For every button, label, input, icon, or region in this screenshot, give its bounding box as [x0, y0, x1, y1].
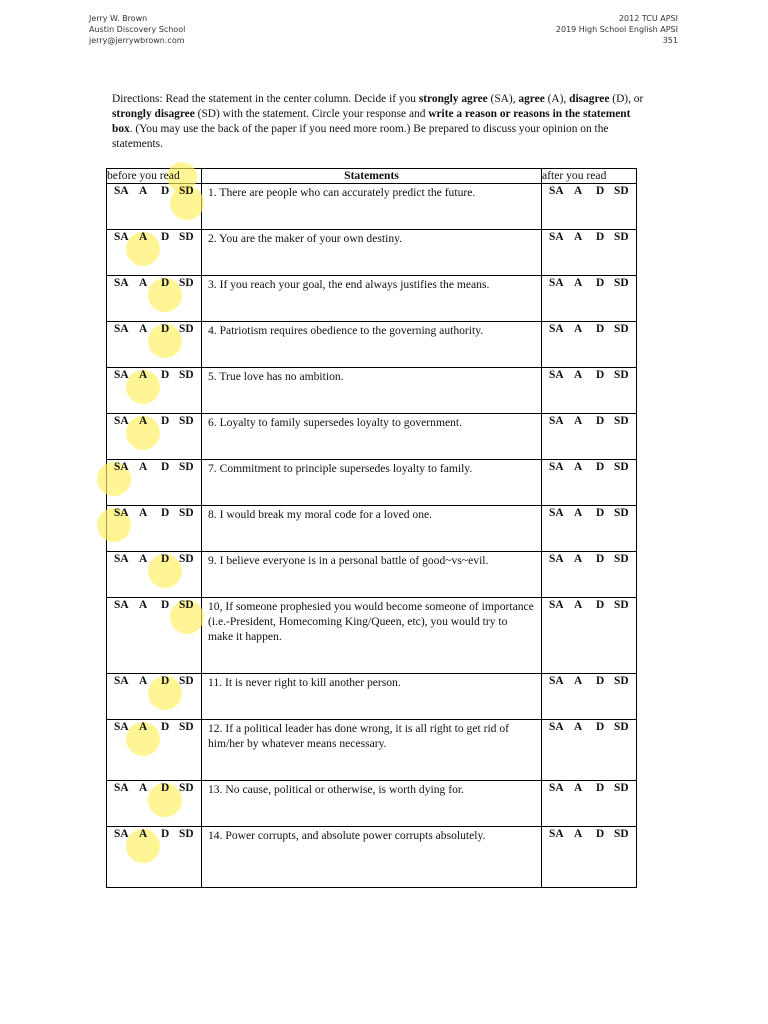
before-response-cell[interactable]: [107, 460, 202, 506]
before-response-cell[interactable]: [107, 720, 202, 781]
option-sa[interactable]: SA: [549, 507, 564, 519]
table-row: [107, 781, 637, 827]
before-response-cell[interactable]: [107, 184, 202, 230]
option-sd[interactable]: SD: [614, 231, 629, 243]
option-a[interactable]: A: [139, 721, 148, 733]
option-sa[interactable]: SA: [114, 675, 129, 687]
statement-cell[interactable]: [202, 598, 542, 674]
table-row: [107, 720, 637, 781]
after-response-cell[interactable]: [542, 720, 637, 781]
option-a[interactable]: A: [574, 675, 583, 687]
option-d[interactable]: D: [596, 461, 605, 473]
statement-text: 1. There are people who can accurately predict the future.: [208, 186, 476, 199]
option-d[interactable]: D: [596, 507, 605, 519]
after-response-cell[interactable]: [542, 827, 637, 888]
option-d[interactable]: D: [596, 828, 605, 840]
statement-cell[interactable]: [202, 184, 542, 230]
after-response-cell[interactable]: [542, 322, 637, 368]
statement-text: 12. If a political leader has done wrong, it is all right to get rid of him/her by whatever means necessary.: [208, 722, 510, 750]
option-d[interactable]: D: [596, 369, 605, 381]
option-d[interactable]: D: [596, 599, 605, 611]
table-header-row: [107, 169, 637, 184]
option-d[interactable]: D: [161, 461, 170, 473]
table-row: [107, 368, 637, 414]
option-sa[interactable]: SA: [114, 461, 129, 473]
before-response-cell[interactable]: [107, 674, 202, 720]
before-response-cell[interactable]: [107, 276, 202, 322]
option-sd[interactable]: SD: [614, 599, 629, 611]
option-sd[interactable]: SD: [614, 461, 629, 473]
statement-cell[interactable]: [202, 781, 542, 827]
option-sa[interactable]: SA: [114, 721, 129, 733]
option-sd[interactable]: SD: [614, 185, 629, 197]
option-d[interactable]: D: [596, 277, 605, 289]
author-name: Jerry W. Brown: [89, 14, 148, 23]
option-d[interactable]: D: [161, 277, 170, 289]
after-you-read-header: after you read: [542, 169, 637, 184]
statement-cell[interactable]: [202, 506, 542, 552]
option-a[interactable]: A: [139, 782, 148, 794]
option-a[interactable]: A: [139, 185, 148, 197]
option-sd[interactable]: SD: [179, 369, 194, 381]
option-sa[interactable]: SA: [549, 231, 564, 243]
statement-text: 2. You are the maker of your own destiny.: [208, 232, 403, 245]
statement-text: 5. True love has no ambition.: [208, 370, 344, 383]
statement-cell[interactable]: [202, 720, 542, 781]
option-d[interactable]: D: [161, 185, 170, 197]
option-a[interactable]: A: [574, 828, 583, 840]
option-sd[interactable]: SD: [179, 782, 194, 794]
option-a[interactable]: A: [139, 323, 148, 335]
statement-text: 4. Patriotism requires obedience to the governing authority.: [208, 324, 484, 337]
option-sd[interactable]: SD: [179, 461, 194, 473]
option-sa[interactable]: SA: [549, 415, 564, 427]
option-sa[interactable]: SA: [549, 599, 564, 611]
table-row: [107, 322, 637, 368]
option-sd[interactable]: SD: [614, 782, 629, 794]
option-a[interactable]: A: [574, 553, 583, 565]
after-response-cell[interactable]: [542, 184, 637, 230]
statement-cell[interactable]: [202, 414, 542, 460]
option-d[interactable]: D: [596, 675, 605, 687]
option-sa[interactable]: SA: [114, 231, 129, 243]
option-sa[interactable]: SA: [114, 553, 129, 565]
anticipation-guide-table: [106, 168, 637, 888]
statement-text: 3. If you reach your goal, the end always justifies the means.: [208, 278, 490, 291]
before-response-cell[interactable]: [107, 827, 202, 888]
table-row: [107, 230, 637, 276]
after-response-cell[interactable]: [542, 230, 637, 276]
before-response-cell[interactable]: [107, 414, 202, 460]
option-d[interactable]: D: [596, 415, 605, 427]
option-sd[interactable]: SD: [179, 721, 194, 733]
statement-cell[interactable]: [202, 230, 542, 276]
before-response-cell[interactable]: [107, 781, 202, 827]
table-row: [107, 827, 637, 888]
after-response-cell[interactable]: [542, 368, 637, 414]
option-a[interactable]: A: [574, 323, 583, 335]
option-sd[interactable]: SD: [614, 323, 629, 335]
option-a[interactable]: A: [139, 828, 148, 840]
statement-cell[interactable]: [202, 368, 542, 414]
statement-cell[interactable]: [202, 460, 542, 506]
statement-cell[interactable]: [202, 674, 542, 720]
option-d[interactable]: D: [161, 369, 170, 381]
option-sa[interactable]: SA: [549, 369, 564, 381]
before-response-cell[interactable]: [107, 506, 202, 552]
option-sd[interactable]: SD: [614, 675, 629, 687]
option-sa[interactable]: SA: [549, 185, 564, 197]
statement-cell[interactable]: [202, 552, 542, 598]
option-sd[interactable]: SD: [179, 185, 194, 197]
statement-cell[interactable]: [202, 276, 542, 322]
option-a[interactable]: A: [139, 231, 148, 243]
statement-text: 13. No cause, political or otherwise, is worth dying for.: [208, 783, 464, 796]
table-row: [107, 674, 637, 720]
option-d[interactable]: D: [596, 231, 605, 243]
option-d[interactable]: D: [596, 323, 605, 335]
table-row: [107, 460, 637, 506]
event-name: 2012 TCU APSI: [618, 14, 678, 23]
option-d[interactable]: D: [596, 782, 605, 794]
option-a[interactable]: A: [574, 277, 583, 289]
table-row: [107, 276, 637, 322]
event-subtitle: 2019 High School English APSI: [555, 25, 678, 34]
option-a[interactable]: A: [574, 782, 583, 794]
option-sa[interactable]: SA: [114, 828, 129, 840]
option-sd[interactable]: SD: [614, 507, 629, 519]
after-response-cell[interactable]: [542, 674, 637, 720]
after-response-cell[interactable]: [542, 276, 637, 322]
statement-text: 8. I would break my moral code for a loved one.: [208, 508, 433, 521]
option-sd[interactable]: SD: [179, 828, 194, 840]
option-a[interactable]: A: [139, 461, 148, 473]
before-you-read-header: before you read: [107, 169, 202, 184]
option-sd[interactable]: SD: [614, 415, 629, 427]
before-response-cell[interactable]: [107, 552, 202, 598]
option-a[interactable]: A: [139, 277, 148, 289]
option-d[interactable]: D: [161, 675, 170, 687]
option-sa[interactable]: SA: [114, 507, 129, 519]
option-a[interactable]: A: [139, 599, 148, 611]
option-a[interactable]: A: [574, 507, 583, 519]
option-a[interactable]: A: [139, 507, 148, 519]
option-sd[interactable]: SD: [614, 828, 629, 840]
statement-cell[interactable]: [202, 827, 542, 888]
option-a[interactable]: A: [139, 415, 148, 427]
option-d[interactable]: D: [596, 553, 605, 565]
header-right: [556, 13, 678, 46]
header-left: [89, 13, 185, 46]
option-a[interactable]: A: [574, 721, 583, 733]
option-sd[interactable]: SD: [179, 277, 194, 289]
statement-cell[interactable]: [202, 322, 542, 368]
option-a[interactable]: A: [574, 369, 583, 381]
option-d[interactable]: D: [596, 721, 605, 733]
option-sa[interactable]: SA: [114, 185, 129, 197]
table-row: [107, 184, 637, 230]
option-a[interactable]: A: [574, 415, 583, 427]
option-d[interactable]: D: [161, 553, 170, 565]
option-sa[interactable]: SA: [114, 415, 129, 427]
option-d[interactable]: D: [161, 323, 170, 335]
option-d[interactable]: D: [161, 507, 170, 519]
after-response-cell[interactable]: [542, 460, 637, 506]
option-sd[interactable]: SD: [179, 231, 194, 243]
school-name: Austin Discovery School: [89, 25, 186, 34]
option-sd[interactable]: SD: [614, 553, 629, 565]
author-email: jerry@jerrywbrown.com: [89, 36, 185, 45]
option-sa[interactable]: SA: [549, 721, 564, 733]
option-a[interactable]: A: [139, 553, 148, 565]
after-response-cell[interactable]: [542, 506, 637, 552]
after-response-cell[interactable]: [542, 598, 637, 674]
option-sa[interactable]: SA: [114, 369, 129, 381]
option-sd[interactable]: SD: [179, 323, 194, 335]
table-row: [107, 506, 637, 552]
option-sd[interactable]: SD: [179, 553, 194, 565]
option-sa[interactable]: SA: [549, 277, 564, 289]
option-d[interactable]: D: [161, 828, 170, 840]
option-a[interactable]: A: [574, 185, 583, 197]
before-response-cell[interactable]: [107, 598, 202, 674]
statements-header: Statements: [202, 169, 542, 184]
option-d[interactable]: D: [161, 721, 170, 733]
option-sa[interactable]: SA: [549, 323, 564, 335]
option-sd[interactable]: SD: [179, 599, 194, 611]
before-response-cell[interactable]: [107, 368, 202, 414]
option-d[interactable]: D: [161, 231, 170, 243]
option-a[interactable]: A: [574, 461, 583, 473]
table-row: [107, 552, 637, 598]
before-response-cell[interactable]: [107, 322, 202, 368]
option-a[interactable]: A: [139, 675, 148, 687]
option-d[interactable]: D: [161, 415, 170, 427]
option-d[interactable]: D: [596, 185, 605, 197]
option-sa[interactable]: SA: [114, 782, 129, 794]
option-sa[interactable]: SA: [549, 461, 564, 473]
after-response-cell[interactable]: [542, 781, 637, 827]
option-sd[interactable]: SD: [614, 277, 629, 289]
option-sa[interactable]: SA: [549, 553, 564, 565]
statement-text: 11. It is never right to kill another person.: [208, 676, 401, 689]
option-a[interactable]: A: [574, 231, 583, 243]
statement-text: 10, If someone prophesied you would become someone of importance (i.e.-President, Homecoming King/Queen, etc), you would try to make it happen.: [208, 600, 534, 643]
directions-text: Directions: Read the statement in the center column. Decide if you strongly agree (SA), agree (A), disagree (D), or strongly disagree (SD) with the statement. Circle your response and write a reason or reasons in the statement box. (You may use the back of the paper if you need more room.) Be prepared to discuss your opinion on the statements.: [112, 93, 644, 150]
statement-text: 14. Power corrupts, and absolute power corrupts absolutely.: [208, 829, 486, 842]
option-sd[interactable]: SD: [179, 507, 194, 519]
option-d[interactable]: D: [161, 599, 170, 611]
option-sa[interactable]: SA: [549, 675, 564, 687]
option-sa[interactable]: SA: [549, 782, 564, 794]
option-sa[interactable]: SA: [114, 277, 129, 289]
statement-text: 9. I believe everyone is in a personal battle of good~vs~evil.: [208, 554, 489, 567]
table-row: [107, 414, 637, 460]
option-sa[interactable]: SA: [114, 323, 129, 335]
option-sa[interactable]: SA: [549, 828, 564, 840]
page-number: 351: [662, 36, 678, 45]
table-row: [107, 598, 637, 674]
statement-text: 7. Commitment to principle supersedes loyalty to family.: [208, 462, 473, 475]
after-response-cell[interactable]: [542, 552, 637, 598]
option-sa[interactable]: SA: [114, 599, 129, 611]
option-sd[interactable]: SD: [614, 721, 629, 733]
option-a[interactable]: A: [139, 369, 148, 381]
option-a[interactable]: A: [574, 599, 583, 611]
option-sd[interactable]: SD: [179, 415, 194, 427]
statement-text: 6. Loyalty to family supersedes loyalty to government.: [208, 416, 463, 429]
option-d[interactable]: D: [161, 782, 170, 794]
after-response-cell[interactable]: [542, 414, 637, 460]
option-sd[interactable]: SD: [179, 675, 194, 687]
before-response-cell[interactable]: [107, 230, 202, 276]
option-sd[interactable]: SD: [614, 369, 629, 381]
